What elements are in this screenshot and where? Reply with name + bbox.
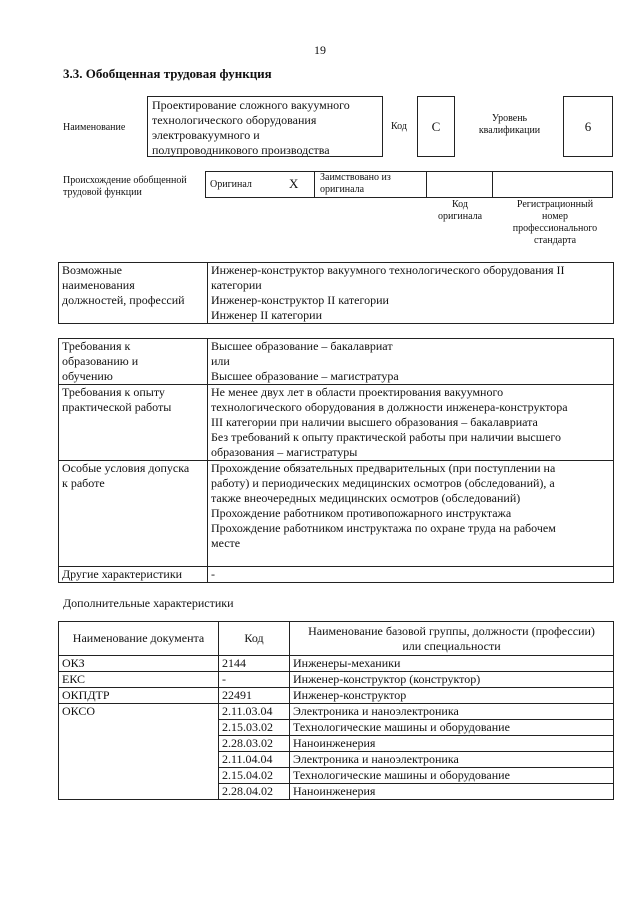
positions-table [58, 262, 614, 324]
level-value: 6 [584, 119, 592, 134]
name-cell: Инженеры-механики [290, 656, 614, 672]
code-value: C [431, 119, 441, 134]
positions-label: Возможные наименования должностей, профессий [59, 263, 208, 324]
positions-value: Инженер-конструктор вакуумного технологического оборудования II категории Инженер-конструктор II категории Инженер II категории [208, 263, 614, 324]
original-mark: X [289, 176, 299, 191]
other-value: - [208, 567, 614, 583]
doc-cell: ЕКС [59, 672, 219, 688]
name-line: полупроводникового производства [152, 143, 330, 157]
conditions-label: Особые условия допуска к работе [59, 461, 208, 567]
code-cell: 2.15.04.02 [219, 768, 290, 784]
name-label: Наименование [63, 122, 126, 133]
table-row [59, 339, 614, 385]
doc-cell: ОКПДТР [59, 688, 219, 704]
code-cell: 2.28.03.02 [219, 736, 290, 752]
reg-number-label: Регистрационный номер профессионального стандарта [512, 199, 598, 246]
level-label: Уровень квалификации [478, 113, 541, 136]
name-cell: Наноинженерия [290, 736, 614, 752]
section-title: 3.3. Обобщенная трудовая функция [63, 66, 272, 81]
table-row [59, 656, 614, 672]
table-row [59, 385, 614, 461]
name-box [147, 96, 383, 157]
name-cell: Электроника и наноэлектроника [290, 752, 614, 768]
experience-label: Требования к опыту практической работы [59, 385, 208, 461]
name-cell: Технологические машины и оборудование [290, 720, 614, 736]
table-row [59, 263, 614, 324]
name-line: технологического оборудования [152, 113, 317, 127]
origin-label: Происхождение обобщенной трудовой функции [63, 175, 187, 198]
doc-cell: ОКЗ [59, 656, 219, 672]
original-label: Оригинал [210, 179, 252, 190]
table-header-row [59, 622, 614, 656]
name-cell: Инженер-конструктор [290, 688, 614, 704]
code-original-label: Код оригинала [437, 199, 483, 222]
code-cell: 2.11.04.04 [219, 752, 290, 768]
level-box [563, 96, 613, 157]
name-cell: Технологические машины и оборудование [290, 768, 614, 784]
code-cell: 2.28.04.02 [219, 784, 290, 800]
table-row [59, 461, 614, 567]
name-line: электровакуумного и [152, 128, 260, 142]
name-cell: Наноинженерия [290, 784, 614, 800]
code-cell: 2144 [219, 656, 290, 672]
header-doc: Наименование документа [59, 622, 219, 656]
header-code: Код [219, 622, 290, 656]
header-name: Наименование базовой группы, должности (профессии) или специальности [290, 622, 614, 656]
code-cell: - [219, 672, 290, 688]
doc-cell: ОКСО [59, 704, 219, 800]
table-row [59, 672, 614, 688]
borrowed-label: Заимствовано из оригинала [320, 172, 391, 195]
requirements-table [58, 338, 614, 583]
name-cell: Электроника и наноэлектроника [290, 704, 614, 720]
conditions-value: Прохождение обязательных предварительных (при поступлении на работу) и периодических медицинских осмотров (обследований), а также внеочередных медицинских осмотров (обследований) Прохождение работником противопожарного инструктажа Прохождение работником инструктажа по охране труда на рабочем месте [208, 461, 614, 567]
name-cell: Инженер-конструктор (конструктор) [290, 672, 614, 688]
name-line: Проектирование сложного вакуумного [152, 98, 350, 112]
code-cell: 2.15.03.02 [219, 720, 290, 736]
code-cell: 22491 [219, 688, 290, 704]
table-row [59, 704, 614, 720]
table-row [59, 567, 614, 583]
code-box [417, 96, 455, 157]
other-label: Другие характеристики [59, 567, 208, 583]
code-label: Код [391, 121, 407, 132]
code-cell: 2.11.03.04 [219, 704, 290, 720]
experience-value: Не менее двух лет в области проектирования вакуумного технологического оборудования в должности инженера-конструктора III категории при наличии высшего образования – бакалавриата Без требований к опыту практической работы при наличии высшего образования – магистратуры [208, 385, 614, 461]
page-number: 19 [314, 43, 326, 57]
additional-table [58, 621, 614, 800]
education-value: Высшее образование – бакалавриат или Высшее образование – магистратура [208, 339, 614, 385]
education-label: Требования к образованию и обучению [59, 339, 208, 385]
table-row [59, 688, 614, 704]
additional-title: Дополнительные характеристики [63, 596, 234, 610]
